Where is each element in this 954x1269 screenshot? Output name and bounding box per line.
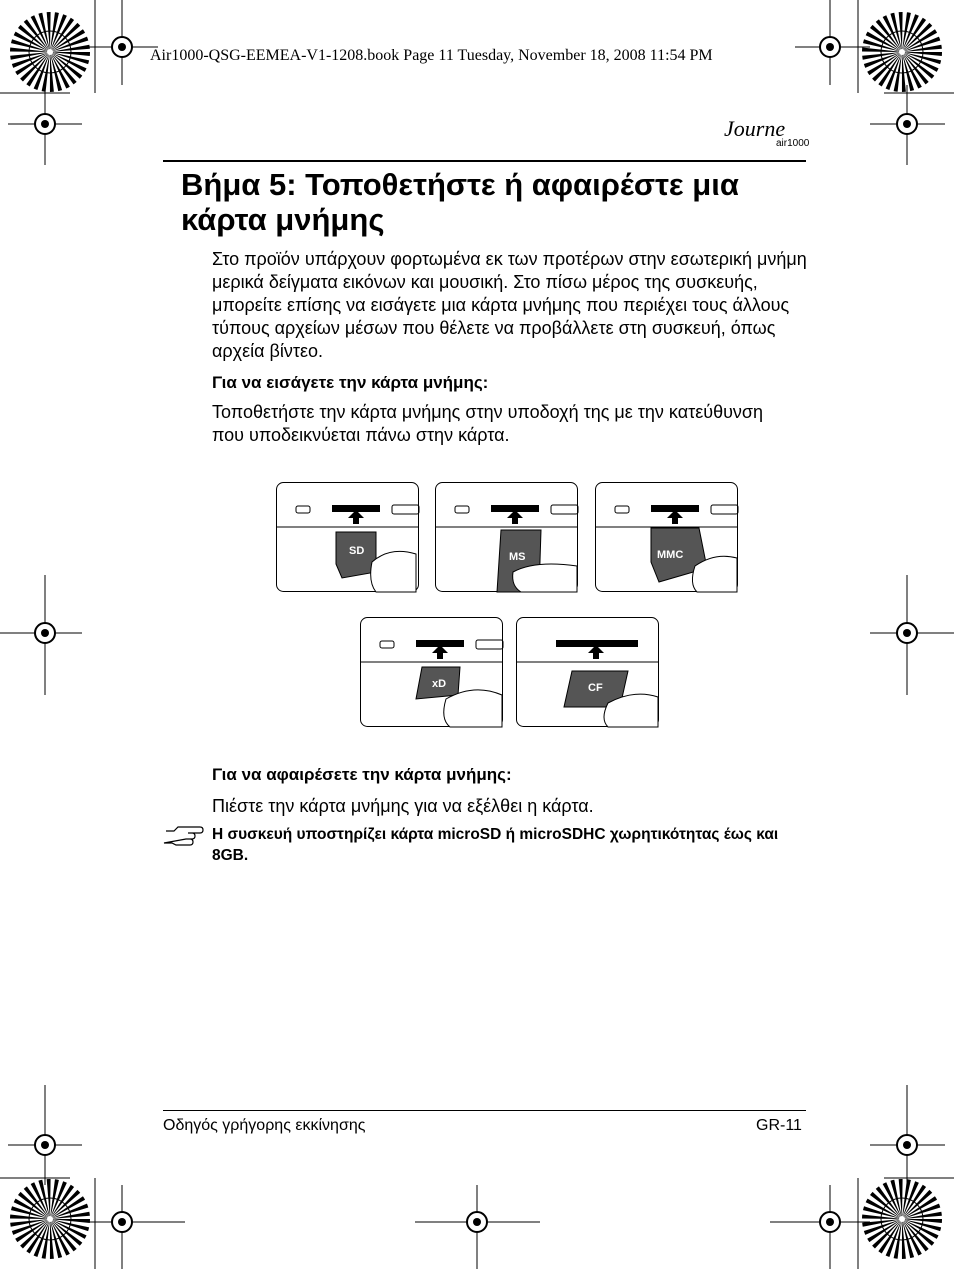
card-label-cf: CF <box>588 682 603 694</box>
registration-star-top-left <box>28 30 72 74</box>
registration-star-bottom-right <box>880 1197 924 1241</box>
card-panel-ms <box>435 482 578 592</box>
registration-star-bottom-left <box>28 1197 72 1241</box>
card-label-mmc: MMC <box>657 549 684 561</box>
card-label-xd: xD <box>432 678 447 690</box>
brand-script: Journe <box>724 116 786 141</box>
footer-rule <box>163 1110 806 1111</box>
insert-heading: Για να εισάγετε την κάρτα μνήμης: <box>212 373 489 392</box>
pointing-hand-icon <box>164 823 204 847</box>
registration-star-top-right <box>880 30 924 74</box>
brand-logo <box>718 116 810 162</box>
card-panel-mmc <box>595 482 738 592</box>
card-panel-cf <box>516 617 659 727</box>
brand-model: air1000 <box>776 138 810 149</box>
insert-instructions: Τοποθετήστε την κάρτα μνήμης στην υποδοχή της με την κατεύθυνση που υποδεικνύεται πάνω στην κάρτα. <box>212 402 764 445</box>
remove-instructions: Πιέστε την κάρτα μνήμης για να εξέλθει η κάρτα. <box>212 796 594 816</box>
page-title: Βήμα 5: Τοποθετήστε ή αφαιρέστε μια κάρτα μνήμης <box>181 167 739 237</box>
card-panel-xd <box>360 617 503 727</box>
remove-heading: Για να αφαιρέσετε την κάρτα μνήμης: <box>212 765 512 784</box>
print-header: Air1000-QSG-EEMEA-V1-1208.book Page 11 Tuesday, November 18, 2008 11:54 PM <box>150 47 713 64</box>
card-label-ms: MS <box>509 551 526 563</box>
card-label-sd: SD <box>349 545 365 557</box>
intro-paragraph: Στο προϊόν υπάρχουν φορτωμένα εκ των προτέρων στην εσωτερική μνήμη μερικά δείγματα εικόνων και μουσική. Στο πίσω μέρος της συσκευής, μπορείτε επίσης να εισάγετε μια κάρτα μνήμης που περιέχει τους άλλους τύπους αρχείων μέσων που θέλετε να προβάλλετε στη συσκευή, όπως αρχεία βίντεο. <box>212 249 807 361</box>
page-number: GR-11 <box>756 1117 802 1134</box>
header-rule <box>163 160 806 162</box>
footer-title: Οδηγός γρήγορης εκκίνησης <box>163 1117 366 1134</box>
note-text: Η συσκευή υποστηρίζει κάρτα microSD ή microSDHC χωρητικότητας έως και 8GB. <box>212 826 779 864</box>
card-panel-sd <box>276 482 419 592</box>
